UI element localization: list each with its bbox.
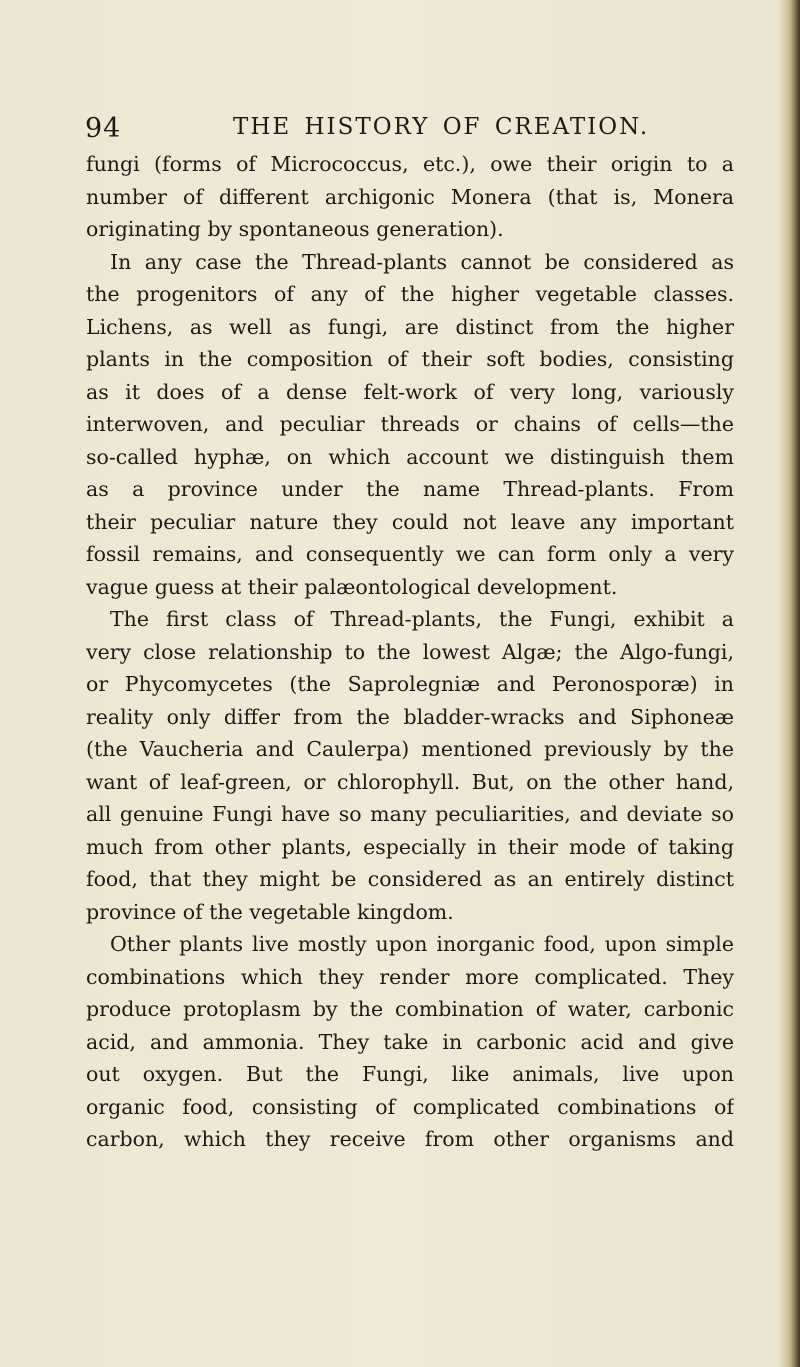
- page-edge-shadow: [778, 0, 800, 1367]
- text-line: produce protoplasm by the combination of water, carbonic: [86, 997, 734, 1021]
- text-line: In any case the Thread-plants cannot be considered as: [110, 249, 734, 274]
- text-line: all genuine Fungi have so many peculiarities, and deviate so: [86, 802, 734, 826]
- text-line: Lichens, as well as fungi, are distinct from the higher: [86, 314, 734, 339]
- text-line: organic food, consisting of complicated combinations of: [86, 1094, 734, 1119]
- text-line: carbon, which they receive from other organisms and: [86, 1127, 734, 1151]
- text-line: reality only differ from the bladder-wracks and Siphoneæ: [86, 704, 734, 729]
- running-title: THE HISTORY OF CREATION.: [233, 114, 650, 140]
- text-line: interwoven, and peculiar threads or chains of cells—the: [86, 412, 734, 436]
- text-line: originating by spontaneous generation).: [86, 217, 504, 241]
- text-line: Other plants live mostly upon inorganic food, upon simple: [110, 932, 734, 956]
- page-number: 94: [85, 113, 122, 144]
- text-line: very close relationship to the lowest Algæ; the Algo-fungi,: [86, 639, 734, 664]
- text-line: combinations which they render more complicated. They: [86, 964, 734, 989]
- text-line: acid, and ammonia. They take in carbonic acid and give: [86, 1029, 734, 1054]
- text-line: food, that they might be considered as an entirely distinct: [86, 867, 734, 891]
- text-line: as it does of a dense felt-work of very long, variously: [86, 379, 734, 404]
- text-line: out oxygen. But the Fungi, like animals, live upon: [86, 1062, 734, 1086]
- text-line: plants in the composition of their soft bodies, consisting: [86, 347, 734, 371]
- text-line: number of different archigonic Monera (that is, Monera: [86, 184, 734, 209]
- text-line: fossil remains, and consequently we can form only a very: [86, 542, 734, 566]
- text-line: province of the vegetable kingdom.: [86, 899, 454, 924]
- text-line: The first class of Thread-plants, the Fungi, exhibit a: [110, 607, 734, 631]
- text-line: (the Vaucheria and Caulerpa) mentioned previously by the: [86, 737, 734, 761]
- text-line: vague guess at their palæontological development.: [86, 574, 618, 599]
- text-line: want of leaf-green, or chlorophyll. But, on the other hand,: [86, 769, 734, 794]
- text-line: fungi (forms of Micrococcus, etc.), owe their origin to a: [86, 152, 734, 176]
- text-line: or Phycomycetes (the Saprolegniæ and Peronosporæ) in: [86, 672, 734, 696]
- text-line: so-called hyphæ, on which account we distinguish them: [86, 444, 734, 469]
- text-line: as a province under the name Thread-plants. From: [86, 477, 734, 501]
- page-header: [85, 103, 735, 143]
- text-line: the progenitors of any of the higher vegetable classes.: [86, 282, 734, 306]
- body-text: [86, 148, 734, 1156]
- text-line: much from other plants, especially in their mode of taking: [86, 834, 734, 859]
- text-line: their peculiar nature they could not leave any important: [86, 509, 734, 534]
